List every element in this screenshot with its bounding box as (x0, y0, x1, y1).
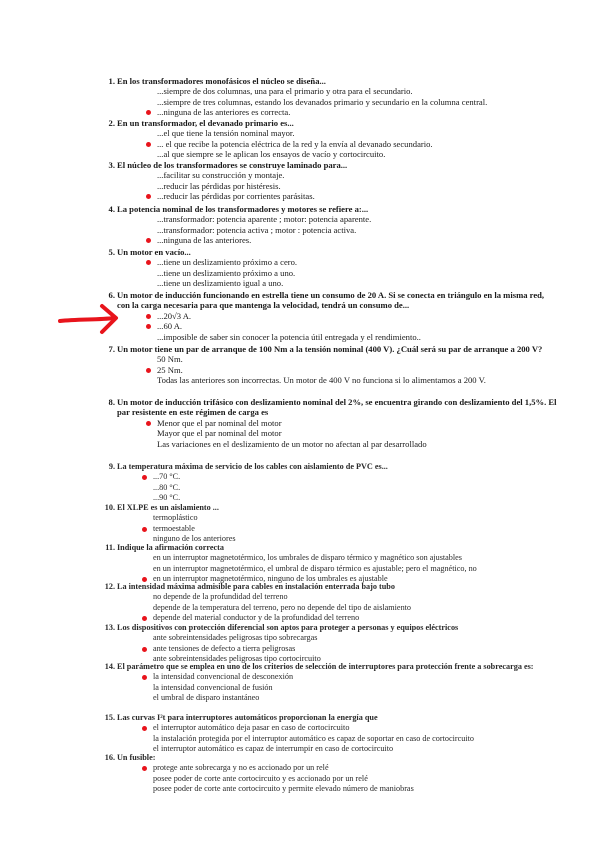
selected-answer-dot-icon (142, 475, 147, 480)
answer-options (117, 513, 557, 545)
answer-option-text: ...facilitar su construcción y montaje. (157, 170, 285, 181)
question-text: El XLPE es un aislamiento ... (117, 503, 219, 512)
answer-option-text: termoplástico (153, 513, 198, 523)
answer-option-text: Mayor que el par nominal del motor (157, 428, 282, 439)
question-number: 8. (108, 397, 115, 407)
answer-option-text: ...transformador: potencia activa ; motor : potencia activa. (157, 224, 357, 235)
question-text: Un motor de inducción trifásico con deslizamiento nominal del 2%, se encuentra girando con deslizamiento del 1,5%. El par resistente en este régimen de carga es (117, 397, 557, 418)
selected-answer-dot-icon (146, 194, 151, 199)
answer-option-text: la intensidad convencional de desconexión (153, 672, 294, 682)
answer-options (117, 763, 557, 795)
answer-option (117, 235, 557, 246)
answer-options (117, 170, 557, 202)
answer-options (117, 472, 557, 504)
answer-option (117, 734, 557, 745)
answer-option (117, 672, 557, 683)
answer-option (117, 332, 557, 343)
answer-options (117, 672, 557, 704)
answer-option (117, 524, 557, 535)
question-5 (108, 247, 557, 289)
answer-options (117, 128, 557, 160)
answer-option-text: Todas las anteriores son incorrectas. Un motor de 400 V no funciona si lo alimentamos a 200 V. (157, 375, 486, 386)
selected-answer-dot-icon (142, 766, 147, 771)
answer-option-text: ante sobreintensidades peligrosas tipo sobrecargas (153, 633, 318, 643)
answer-option (117, 268, 557, 279)
question-number: 1. (108, 76, 115, 86)
question-number: 10. (104, 503, 115, 512)
question-text: El núcleo de los transformadores se construye laminado para... (117, 160, 348, 170)
question-text: Los dispositivos con protección diferencial son aptos para proteger a personas y equipos eléctricos (117, 623, 459, 632)
answer-option (117, 513, 557, 524)
red-arrow-annotation (58, 300, 122, 336)
answer-option (117, 723, 557, 734)
answer-option (117, 483, 557, 494)
question-1 (108, 76, 557, 118)
answer-options (117, 418, 557, 450)
selected-answer-dot-icon (146, 238, 151, 243)
answer-option-text: ...transformador: potencia aparente ; motor: potencia aparente. (157, 214, 372, 225)
question-number: 9. (108, 462, 115, 471)
answer-option-text: depende de la temperatura del terreno, pero no depende del tipo de aislamiento (153, 602, 412, 612)
answer-option-text: posee poder de corte ante cortocircuito y es accionado por un relé (153, 773, 368, 783)
answer-option (117, 592, 557, 603)
selected-answer-dot-icon (142, 675, 147, 680)
answer-option-text: ante sobreintensidades peligrosas tipo cortocircuito (153, 654, 321, 664)
selected-answer-dot-icon (146, 421, 151, 426)
question-text: Indique la afirmación correcta (117, 543, 224, 552)
answer-option-text: ante tensiones de defecto a tierra peligrosas (153, 643, 296, 653)
question-text: En los transformadores monofásicos el núcleo se diseña... (117, 76, 326, 86)
answer-option (117, 139, 557, 150)
answer-option (117, 644, 557, 655)
question-number: 15. (104, 713, 115, 722)
question-text: La potencia nominal de los transformadores y motores se refiere a:... (117, 204, 369, 214)
answer-option (117, 439, 557, 450)
question-number: 2. (108, 118, 115, 128)
question-number: 11. (105, 543, 115, 552)
question-text: Un motor de inducción funcionando en estrella tiene un consumo de 20 A. Si se conecta en triángulo en la misma red, con la carga necesaria para que mantenga la velocidad, tendrá un consumo de... (117, 290, 545, 311)
answer-options (117, 633, 557, 665)
question-text: Un fusible: (117, 753, 156, 762)
question-number: 4. (108, 204, 115, 214)
question-number: 12. (104, 582, 115, 591)
answer-option (117, 472, 557, 483)
answer-option-text: ...imposible de saber sin conocer la potencia útil entregada y el rendimiento.. (157, 331, 421, 342)
answer-option (117, 693, 557, 704)
question-number: 14. (104, 662, 115, 671)
answer-option-text: ...al que siempre se le aplican los ensayos de vacío y cortocircuito. (157, 149, 386, 160)
selected-answer-dot-icon (142, 527, 147, 532)
answer-option (117, 365, 557, 376)
answer-option (117, 97, 557, 108)
answer-options (117, 354, 557, 386)
question-8 (108, 397, 557, 449)
answer-option-text: no depende de la profundidad del terreno (153, 592, 288, 602)
question-text: Un motor tiene un par de arranque de 100 Nm a la tensión nominal (400 V). ¿Cuál será su par de arranque a 200 V? (117, 344, 543, 354)
answer-option-text: el interruptor automático deja pasar en caso de cortocircuito (153, 723, 350, 733)
question-13 (104, 623, 557, 665)
question-16 (104, 753, 557, 795)
answer-option (117, 225, 557, 236)
answer-options (117, 553, 557, 585)
selected-answer-dot-icon (146, 142, 151, 147)
answer-option-text: Las variaciones en el deslizamiento de un motor no afectan al par desarrollado (157, 438, 427, 449)
answer-option (117, 311, 557, 322)
answer-options (117, 86, 557, 118)
answer-option (117, 763, 557, 774)
question-4 (108, 204, 557, 246)
answer-option (117, 149, 557, 160)
answer-option-text: depende del material conductor y de la profundidad del terreno (153, 613, 360, 623)
question-15 (104, 713, 557, 755)
answer-option (117, 181, 557, 192)
question-text: La temperatura máxima de servicio de los cables con aislamiento de PVC es... (117, 462, 388, 471)
answer-option (117, 107, 557, 118)
answer-option (117, 278, 557, 289)
answer-option-text: ...60 A. (157, 321, 183, 332)
answer-option-text: 50 Nm. (157, 354, 183, 365)
answer-option-text: ...90 °C. (153, 493, 181, 503)
answer-option-text: ...reducir las pérdidas por histéresis. (157, 180, 281, 191)
answer-option (117, 170, 557, 181)
question-number: 7. (108, 344, 115, 354)
answer-options (117, 592, 557, 624)
answer-option (117, 564, 557, 575)
question-6 (108, 290, 557, 342)
answer-option (117, 774, 557, 785)
answer-option (117, 128, 557, 139)
answer-option-text: ...ninguna de las anteriores. (157, 235, 252, 246)
answer-option (117, 418, 557, 429)
answer-option-text: ninguno de los anteriores (153, 534, 236, 544)
answer-option (117, 553, 557, 564)
answer-option-text: ...80 °C. (153, 482, 181, 492)
answer-option-text: ...tiene un deslizamiento próximo a cero. (157, 257, 298, 268)
answer-option-text: ...20√3 A. (157, 310, 192, 321)
question-number: 6. (108, 290, 115, 300)
answer-option (117, 321, 557, 332)
answer-option (117, 191, 557, 202)
answer-options (117, 311, 557, 343)
question-number: 16. (104, 753, 115, 762)
answer-option-text: ...siempre de tres columnas, estando los devanados primario y secundario en la columna central. (157, 96, 488, 107)
answer-option (117, 428, 557, 439)
answer-option-text: en un interruptor magnetotérmico, ninguno de los umbrales es ajustable (153, 574, 388, 584)
answer-option-text: ...ninguna de las anteriores es correcta. (157, 107, 291, 118)
selected-answer-dot-icon (146, 324, 151, 329)
answer-option-text: ...siempre de dos columnas, una para el primario y otra para el secundario. (157, 86, 413, 97)
question-2 (108, 118, 557, 160)
answer-option-text: en un interruptor magnetotérmico, los umbrales de disparo térmico y magnético son ajustables (153, 553, 462, 563)
answer-option (117, 633, 557, 644)
answer-option-text: ...tiene un deslizamiento igual a uno. (157, 278, 284, 289)
answer-option-text: termoestable (153, 523, 195, 533)
selected-answer-dot-icon (146, 260, 151, 265)
question-11 (105, 543, 557, 585)
answer-option-text: ...reducir las pérdidas por corrientes parásitas. (157, 191, 315, 202)
question-text: Un motor en vacío... (117, 247, 191, 257)
answer-option-text: ...70 °C. (153, 472, 181, 482)
selected-answer-dot-icon (142, 726, 147, 731)
question-3 (108, 160, 557, 202)
answer-option-text: protege ante sobrecarga y no es accionado por un relé (153, 763, 329, 773)
selected-answer-dot-icon (146, 314, 151, 319)
question-7 (108, 344, 557, 386)
answer-option-text: Menor que el par nominal del motor (157, 417, 282, 428)
answer-option (117, 86, 557, 97)
answer-option-text: ...el que tiene la tensión nominal mayor. (157, 128, 295, 139)
answer-option-text: 25 Nm. (157, 364, 183, 375)
selected-answer-dot-icon (142, 647, 147, 652)
answer-option-text: en un interruptor magnetotérmico, el umbral de disparo térmico es ajustable; pero el magnético, no (153, 563, 477, 573)
question-text: La intensidad máxima admisible para cables en instalación enterrada bajo tubo (117, 582, 395, 591)
answer-option-text: ...tiene un deslizamiento próximo a uno. (157, 267, 296, 278)
question-14 (104, 662, 557, 704)
answer-options (117, 214, 557, 246)
answer-option-text: ... el que recibe la potencia eléctrica de la red y la envía al devanado secundario. (157, 138, 433, 149)
question-text: El parámetro que se emplea en uno de los criterios de selección de interruptores para protección frente a sobrecarga es: (117, 662, 534, 671)
selected-answer-dot-icon (146, 110, 151, 115)
answer-option (117, 375, 557, 386)
selected-answer-dot-icon (146, 368, 151, 373)
answer-options (117, 723, 557, 755)
answer-option-text: posee poder de corte ante cortocircuito y permite elevado número de maniobras (153, 784, 414, 794)
answer-option (117, 214, 557, 225)
answer-option (117, 354, 557, 365)
answer-option-text: el umbral de disparo instantáneo (153, 693, 260, 703)
question-10 (104, 503, 557, 545)
answer-option-text: la intensidad convencional de fusión (153, 682, 273, 692)
question-text: En un transformador, el devanado primario es... (117, 118, 294, 128)
answer-option (117, 603, 557, 614)
question-12 (104, 582, 557, 624)
answer-option (117, 683, 557, 694)
question-text: Las curvas I²t para interruptores automáticos proporcionan la energía que (117, 713, 378, 722)
answer-option-text: el interruptor automático es capaz de interrumpir en caso de cortocircuito (153, 744, 394, 754)
question-number: 3. (108, 160, 115, 170)
answer-options (117, 257, 557, 289)
answer-option (117, 257, 557, 268)
question-number: 13. (104, 623, 115, 632)
answer-option (117, 784, 557, 795)
question-9 (108, 462, 557, 504)
question-number: 5. (108, 247, 115, 257)
answer-option-text: la instalación protegida por el interruptor automático es capaz de soportar en caso de cortocircuito (153, 733, 475, 743)
selected-answer-dot-icon (142, 616, 147, 621)
